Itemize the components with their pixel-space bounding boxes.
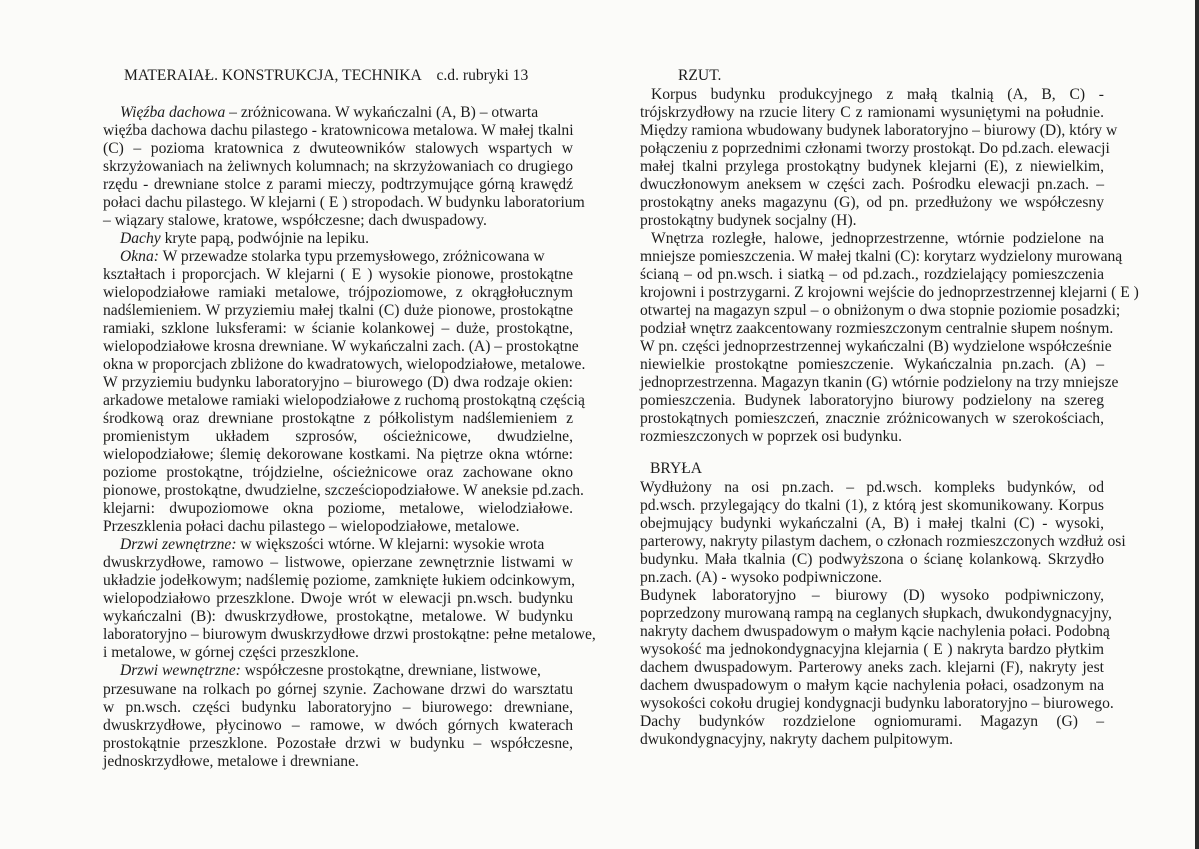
section-heading-bryla: BRYŁA	[650, 460, 702, 477]
text-line: Wydłużony na osi pn.zach. – pd.wsch. kompleks budynków, od	[640, 479, 1104, 496]
text-line: dwuczłonowym aneksem w części zach. Pośrodku elewacji pn.zach. –	[640, 176, 1104, 194]
paragraph	[103, 662, 573, 770]
text-line: budynku. Mała tkalnia (C) podwyższona o ścianę kolankową. Skrzydło	[640, 551, 1104, 569]
text-line: ramiaki, szklone luksferami: w ścianie kolankowej – duże, prostokątne,	[103, 320, 573, 338]
text-line: wielopodziałowe krosna drewniane. W wykańczalni zach. (A) – prostokątne	[103, 338, 579, 356]
text-line: Przeszklenia połaci dachu pilastego – wielopodziałowe, metalowe.	[103, 518, 520, 536]
text-line: rzędu - drewniane stolce z parami mieczy, podtrzymujące górną krawędź	[103, 176, 573, 194]
text-line	[103, 248, 573, 266]
paragraph	[103, 104, 585, 230]
text-line: połaci dachu pilastego. W klejarni ( E ) stropodach. W budynku laboratorium	[103, 194, 585, 212]
text-line: wielopodziałowe ramiaki metalowe, trójpoziomowe, z okrągłołucznym	[103, 284, 573, 302]
text-line: – wiązary stalowe, kratowe, współczesne; dach dwuspadowy.	[103, 212, 487, 230]
text-line: wysokość ma jednokondygnacyjna klejarnia ( E ) nakryta bardzo płytkim	[640, 641, 1104, 659]
text-line: pomieszczenia. Budynek laboratoryjno biurowy podzielony na szereg	[640, 392, 1104, 410]
text-line	[103, 104, 573, 122]
text-line: obejmujący budynki wykańczalni (A, B) i małej tkalni (C) - wysoki,	[640, 515, 1104, 533]
text-line: ścianą – od pn.wsch. i siatką – od pd.zach., rozdzielający pomieszczenia	[640, 266, 1104, 284]
text-line: wielopodziałowe; ślemię dekorowane kostkami. Na piętrze okna wtórne:	[103, 446, 573, 464]
paragraph-lead: Więźba dachowa	[120, 104, 226, 121]
text-line: Między ramiona wbudowany budynek laboratoryjno – biurowy (D), który w	[640, 122, 1118, 140]
text-line: niewielkie prostokątne pomieszczenie. Wykańczalnia pn.zach. (A) –	[640, 356, 1104, 374]
text-line: dachem dwuspadowym o małym kącie nachylenia połaci, osadzonym na	[640, 677, 1104, 695]
text-line: układzie jodełkowym; nadślemię poziome, zamknięte łukiem odcinkowym,	[103, 572, 576, 590]
text-line: środkową oraz drewniane prostokątne z półkolistym nadślemieniem z	[103, 410, 573, 428]
text-line: arkadowe metalowe ramiaki wielopodziałowe z ruchomą prostokątną częścią	[103, 392, 585, 410]
text-line: pd.wsch. przylegający do tkalni (1), z którą jest skomunikowany. Korpus	[640, 497, 1104, 515]
text-line: dwuskrzydłowe, ramowo – listwowe, opierzane zewnętrznie listwami w	[103, 554, 573, 572]
text-line: mniejsze pomieszczenia. W małej tkalni (C): korytarz wydzielony murowaną	[640, 248, 1123, 266]
text-line: nadślemieniem. W przyziemiu małej tkalni (C) duże pionowe, prostokątne	[103, 302, 573, 320]
text-line: prostokątnych pomieszczeń, znacznie zróżnicowanych w szerokościach,	[640, 410, 1104, 428]
text-line: laboratoryjno – biurowym dwuskrzydłowe drzwi prostokątne: pełne metalowe,	[103, 626, 596, 644]
text-line: parterowy, nakryty pilastym dachem, o członach rozmieszczonych wzdłuż osi	[640, 533, 1126, 551]
text-line: kształtach i proporcjach. W klejarni ( E ) wysokie pionowe, prostokątne	[103, 266, 573, 284]
line-text: w większości wtórne. W klejarni: wysokie wrota	[236, 536, 545, 554]
text-line: okna w proporcjach zbliżone do kwadratowych, wielopodziałowe, metalowe.	[103, 356, 586, 374]
text-line: pn.zach. (A) - wysoko podpiwniczone.	[640, 569, 883, 587]
right-column-bryla	[640, 479, 1126, 749]
text-line: dwukondygnacyjny, nakryty dachem pulpitowym.	[640, 731, 953, 749]
paragraph	[103, 536, 596, 662]
text-line: wykańczalni (B): dwuskrzydłowe, prostokątne, metalowe. W budynku	[103, 608, 573, 626]
text-line: nakryty dachem dwuspadowym o małym kącie nachylenia połaci. Podobną	[640, 623, 1110, 641]
text-line: wysokości cokołu drugiej kondygnacji budynku laboratoryjno – biurowego.	[640, 695, 1114, 713]
paragraph-lead: Dachy	[120, 230, 161, 248]
paragraph	[103, 248, 586, 536]
right-column-rzut	[640, 86, 1139, 446]
line-text: – zróżnicowana. W wykańczalni (A, B) – otwarta	[225, 104, 539, 121]
line-text: kryte papą, podwójnie na lepiku.	[160, 230, 369, 248]
text-line	[103, 662, 573, 680]
text-line: W przyziemiu budynku laboratoryjno – biurowego (D) dwa rodzaje okien:	[103, 374, 573, 392]
text-line: skrzyżowaniach na żeliwnych kolumnach; na skrzyżowaniach co drugiego	[103, 158, 573, 176]
text-line: poprzedzony murowaną rampą na ceglanych słupkach, dwukondygnacyjny,	[640, 605, 1112, 623]
text-line: promienistym układem szprosów, ościeżnicowe, dwudzielne,	[103, 428, 573, 446]
text-line: trójskrzydłowy na rzucie litery C z ramionami wysuniętymi na południe.	[640, 104, 1104, 122]
scan-border	[1195, 0, 1199, 849]
paragraph-lead: Drzwi zewnętrzne:	[120, 536, 237, 554]
paragraph	[640, 587, 1114, 749]
paragraph	[103, 230, 573, 248]
text-line: połączeniu z poprzednimi członami tworzy prostokąt. Do pd.zach. elewacji	[640, 140, 1110, 158]
text-line: dachem dwuspadowym. Parterowy aneks zach. klejarni (F), nakryty jest	[640, 659, 1104, 677]
text-line: prostokątnie przeszklone. Pozostałe drzwi w budynku – współczesne,	[103, 734, 573, 752]
text-line: poziome prostokątne, trójdzielne, ościeżnicowe oraz zachowane okno	[103, 464, 573, 482]
text-line: Dachy budynków rozdzielone ogniomurami. Magazyn (G) –	[640, 713, 1104, 731]
text-line: rozmieszczonych w poprzek osi budynku.	[640, 428, 902, 446]
text-line: Korpus budynku produkcyjnego z małą tkalnią (A, B, C) -	[651, 86, 1104, 103]
text-line	[103, 230, 573, 248]
text-line	[103, 536, 573, 554]
paragraph-lead: Okna:	[120, 248, 159, 266]
section-heading-rzut: RZUT.	[678, 67, 722, 84]
text-line: jednoprzestrzenna. Magazyn tkanin (G) wtórnie podzielony na trzy mniejsze	[640, 374, 1119, 392]
text-line: więźba dachowa dachu pilastego - kratownicowa metalowa. W małej tkalni	[103, 122, 574, 140]
paragraph	[640, 479, 1126, 587]
text-line: Budynek laboratoryjno – biurowy (D) wysoko podpiwniczony,	[640, 587, 1104, 605]
text-line: podział wnętrz zaakcentowany rozmieszczonym centralnie słupem nośnym.	[640, 320, 1114, 338]
text-line: W pn. części jednoprzestrzennej wykańczalni (B) wydzielone współcześnie	[640, 338, 1112, 356]
text-line: przesuwane na rolkach po górnej szynie. Zachowane drzwi do warsztatu	[103, 680, 573, 698]
text-line: (C) – pozioma kratownica z dwuteowników stalowych wspartych w	[103, 140, 573, 158]
text-line: otwartej na magazyn szpul – o obniżonym o dwa stopnie poziomie posadzki;	[640, 302, 1121, 320]
text-line: i metalowe, w górnej części przeszklone.	[103, 644, 359, 662]
text-line: prostokątny aneks magazynu (G), od pn. przedłużony we współczesny	[640, 194, 1104, 212]
section-heading-material: MATERAIAŁ. KONSTRUKCJA, TECHNIKA c.d. rubryki 13	[124, 67, 529, 84]
paragraph	[640, 86, 1118, 230]
text-line: małej tkalni przylega prostokątny budynek klejarni (E), z niewielkim,	[640, 158, 1104, 176]
text-line: wielopodziałowo przeszklone. Dwoje wrót w elewacji pn.wsch. budynku	[103, 590, 573, 608]
line-text: współczesne prostokątne, drewniane, listwowe,	[240, 662, 541, 680]
left-column	[103, 104, 596, 771]
text-line: w pn.wsch. części budynku laboratoryjno – biurowego: drewniane,	[103, 698, 573, 716]
text-line: jednoskrzydłowe, metalowe i drewniane.	[103, 752, 359, 770]
text-line: klejarni: dwupoziomowe okna poziome, metalowe, wielodziałowe.	[103, 500, 573, 518]
text-line: dwuskrzydłowe, płycinowo – ramowe, w dwóch górnych kwaterach	[103, 716, 573, 734]
line-text: W przewadze stolarka typu przemysłowego, zróżnicowana w	[158, 248, 545, 266]
text-line: prostokątny budynek socjalny (H).	[640, 212, 857, 230]
text-line: krojowni i postrzygarni. Z krojowni wejście do jednoprzestrzennej klejarni ( E )	[640, 284, 1139, 302]
paragraph-lead: Drzwi wewnętrzne:	[120, 662, 241, 680]
text-line: Wnętrza rozległe, halowe, jednoprzestrzenne, wtórnie podzielone na	[651, 230, 1104, 248]
text-line: pionowe, prostokątne, dwudzielne, szcześciopodziałowe. W aneksie pd.zach.	[103, 482, 584, 500]
paragraph	[640, 230, 1139, 446]
